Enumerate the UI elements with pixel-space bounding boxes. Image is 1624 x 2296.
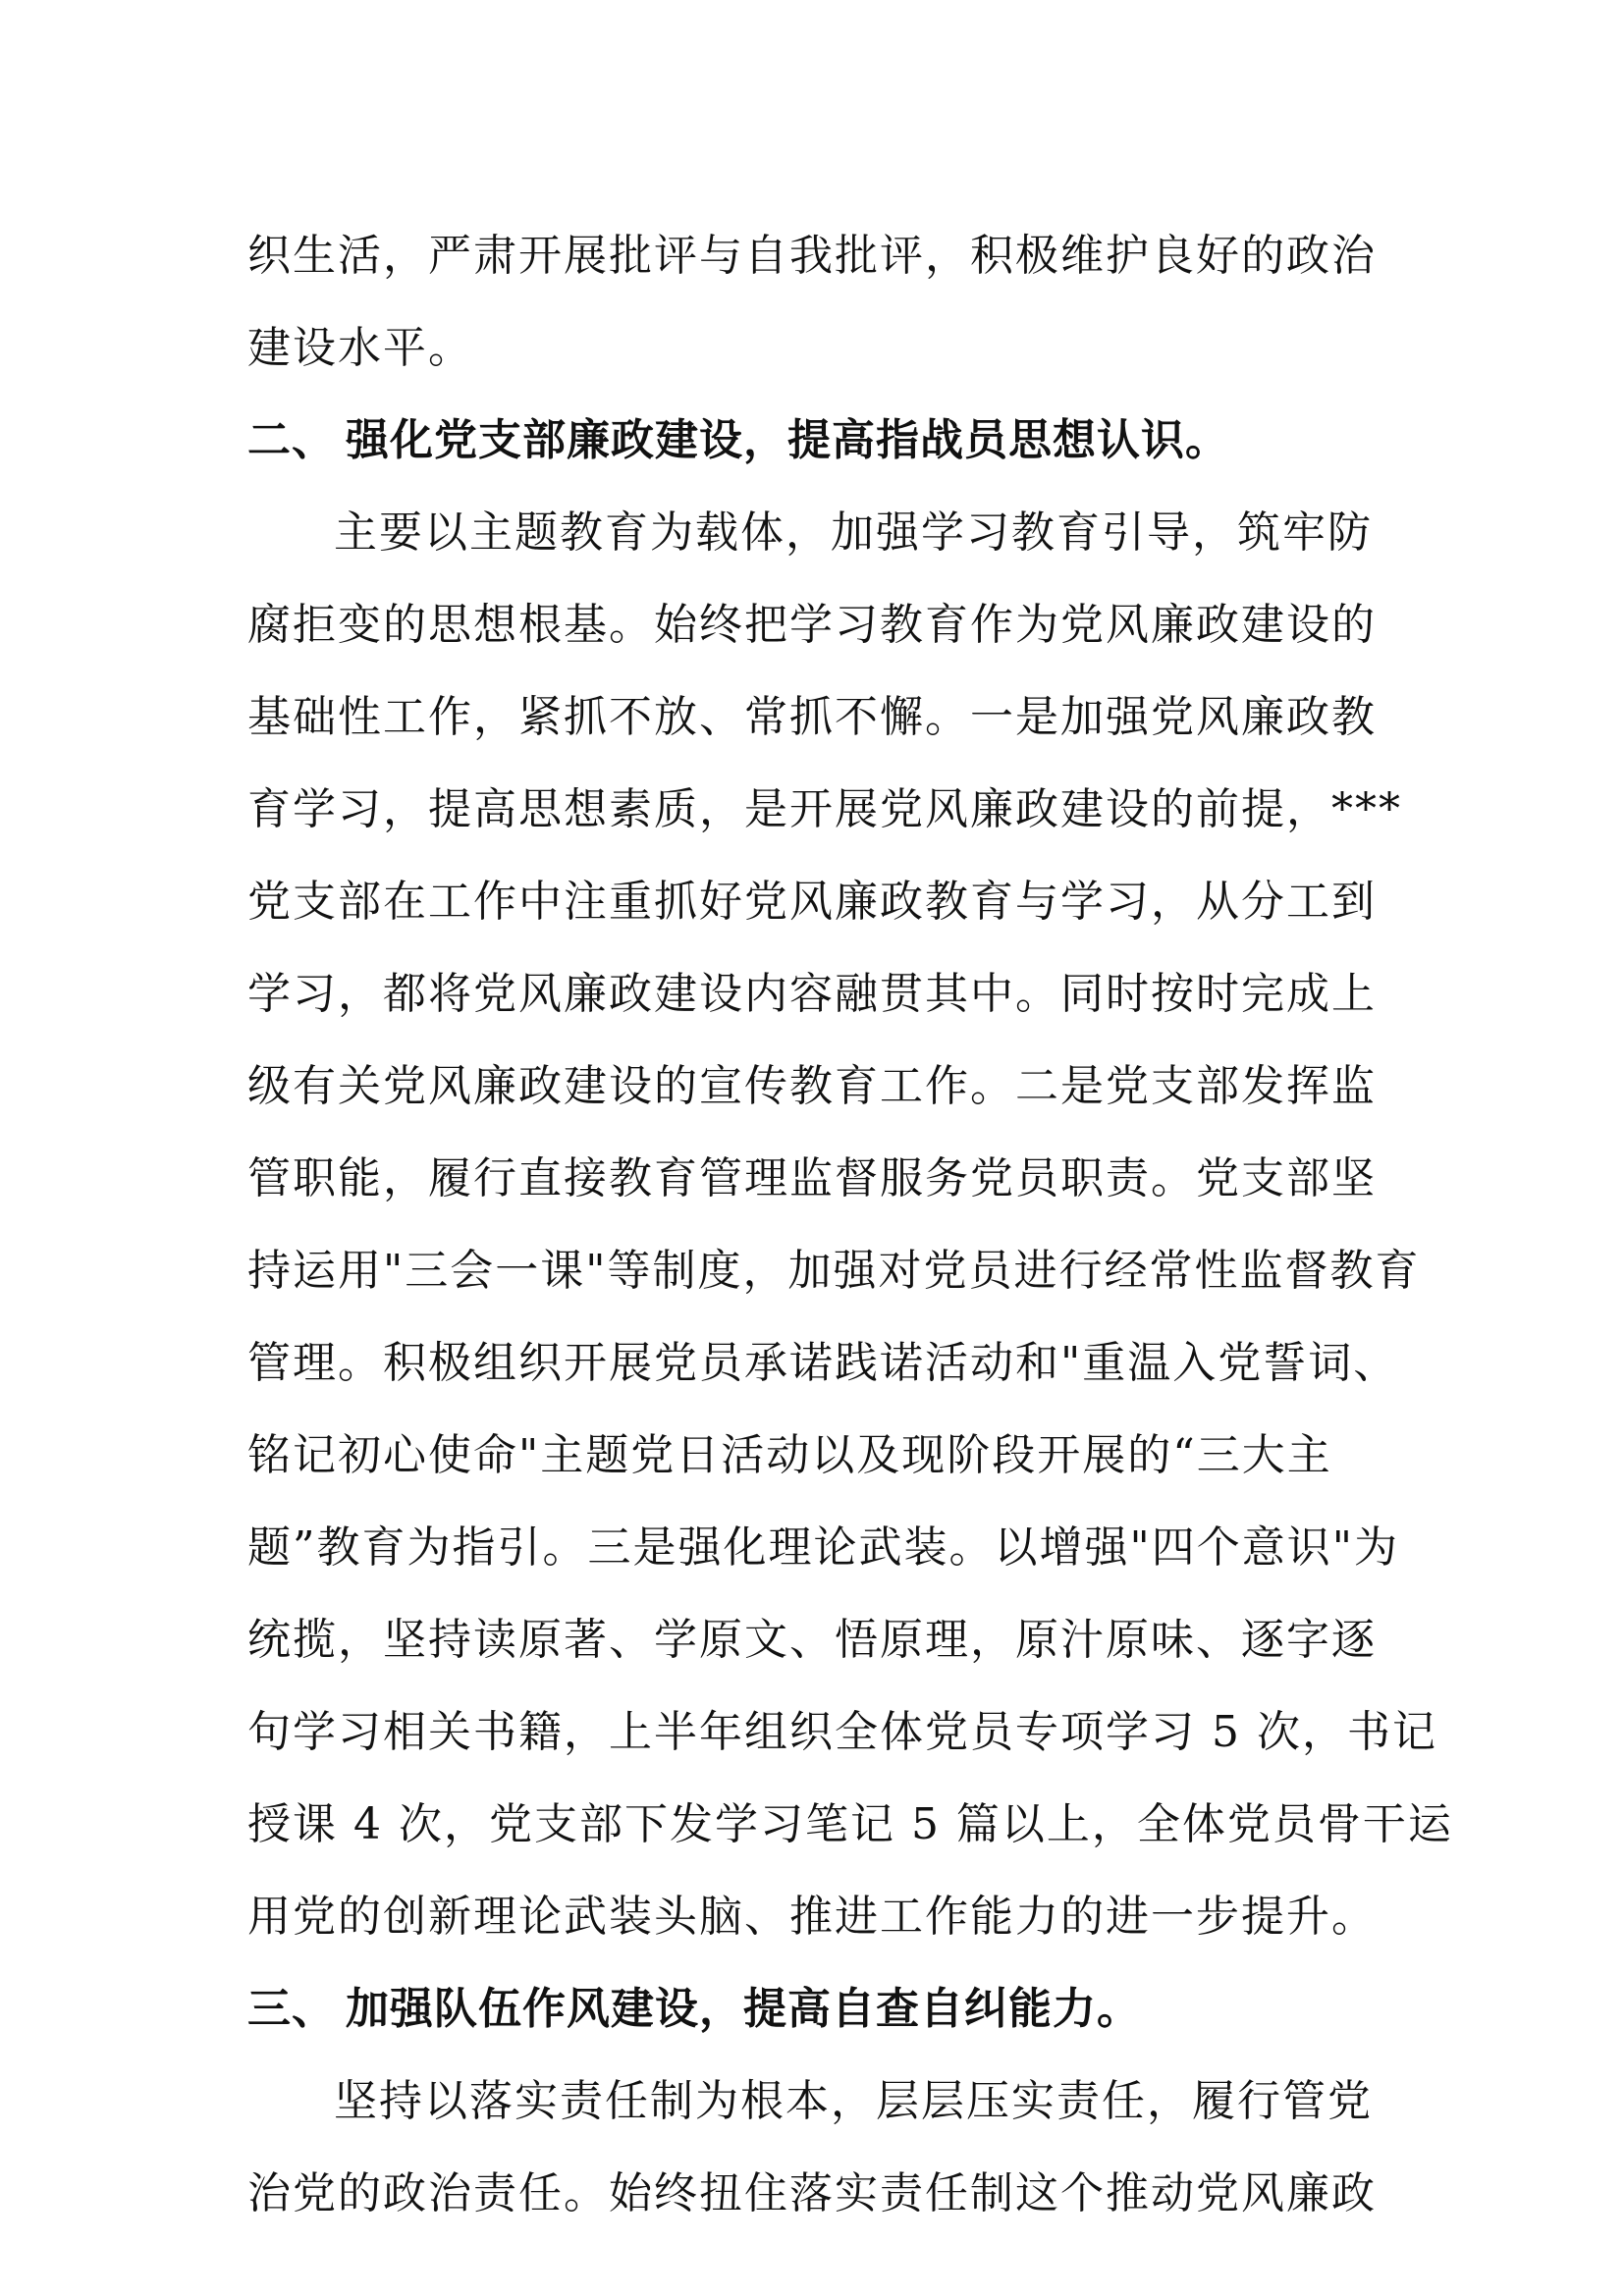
- text-line: 治党的政治责任。始终扭住落实责任制这个推动党风廉政: [247, 2168, 1377, 2218]
- text-line: 持运用"三会一课"等制度，加强对党员进行经常性监督教育: [247, 1246, 1421, 1296]
- text-line: 党支部在工作中注重抓好党风廉政教育与学习，从分工到: [247, 877, 1377, 927]
- paragraph-continuation: [247, 210, 1386, 395]
- text-line: 坚持以落实责任制为根本，层层压实责任，履行管党: [334, 2076, 1373, 2126]
- text-line: 授课 4 次，党支部下发学习笔记 5 篇以上，全体党员骨干运: [247, 1799, 1453, 1849]
- section-title: 强化党支部廉政建设，提高指战员思想认识。: [346, 415, 1229, 465]
- text-line: 腐拒变的思想根基。始终把学习教育作为党风廉政建设的: [247, 600, 1377, 650]
- text-line: 题”教育为指引。三是强化理论武装。以增强"四个意识"为: [247, 1522, 1399, 1573]
- text-line: 句学习相关书籍，上半年组织全体党员专项学习 5 次，书记: [247, 1707, 1437, 1757]
- text-line: 铭记初心使命"主题党日活动以及现阶段开展的“三大主: [247, 1430, 1332, 1480]
- document-body: [247, 210, 1453, 2240]
- text-line: 级有关党风廉政建设的宣传教育工作。二是党支部发挥监: [247, 1061, 1377, 1111]
- text-line: 主要以主题教育为载体，加强学习教育引导，筑牢防: [334, 507, 1373, 558]
- text-line: 管职能，履行直接教育管理监督服务党员职责。党支部坚: [247, 1153, 1377, 1203]
- section-number: 二、: [247, 415, 336, 465]
- section-number: 三、: [247, 1984, 336, 2034]
- text-line: 学习，都将党风廉政建设内容融贯其中。同时按时完成上: [247, 969, 1377, 1019]
- text-line: 统揽，坚持读原著、学原文、悟原理，原汁原味、逐字逐: [247, 1615, 1377, 1665]
- text-line: 管理。积极组织开展党员承诺践诺活动和"重温入党誓词、: [247, 1338, 1399, 1388]
- text-line: 育学习，提高思想素质，是开展党风廉政建设的前提，***: [247, 784, 1402, 834]
- text-line: 用党的创新理论武装头脑、推进工作能力的进一步提升。: [247, 1892, 1377, 1942]
- text-line: 建设水平。: [247, 323, 473, 373]
- text-line: 基础性工作，紧抓不放、常抓不懈。一是加强党风廉政教: [247, 692, 1377, 742]
- section-heading-2: [247, 395, 1386, 487]
- section-3-paragraph: [247, 2056, 1386, 2240]
- section-2-paragraph: [247, 487, 1453, 1963]
- section-title: 加强队伍作风建设，提高自查自纠能力。: [346, 1984, 1141, 2034]
- section-heading-3: [247, 1963, 1386, 2056]
- text-line: 织生活，严肃开展批评与自我批评，积极维护良好的政治: [247, 231, 1377, 281]
